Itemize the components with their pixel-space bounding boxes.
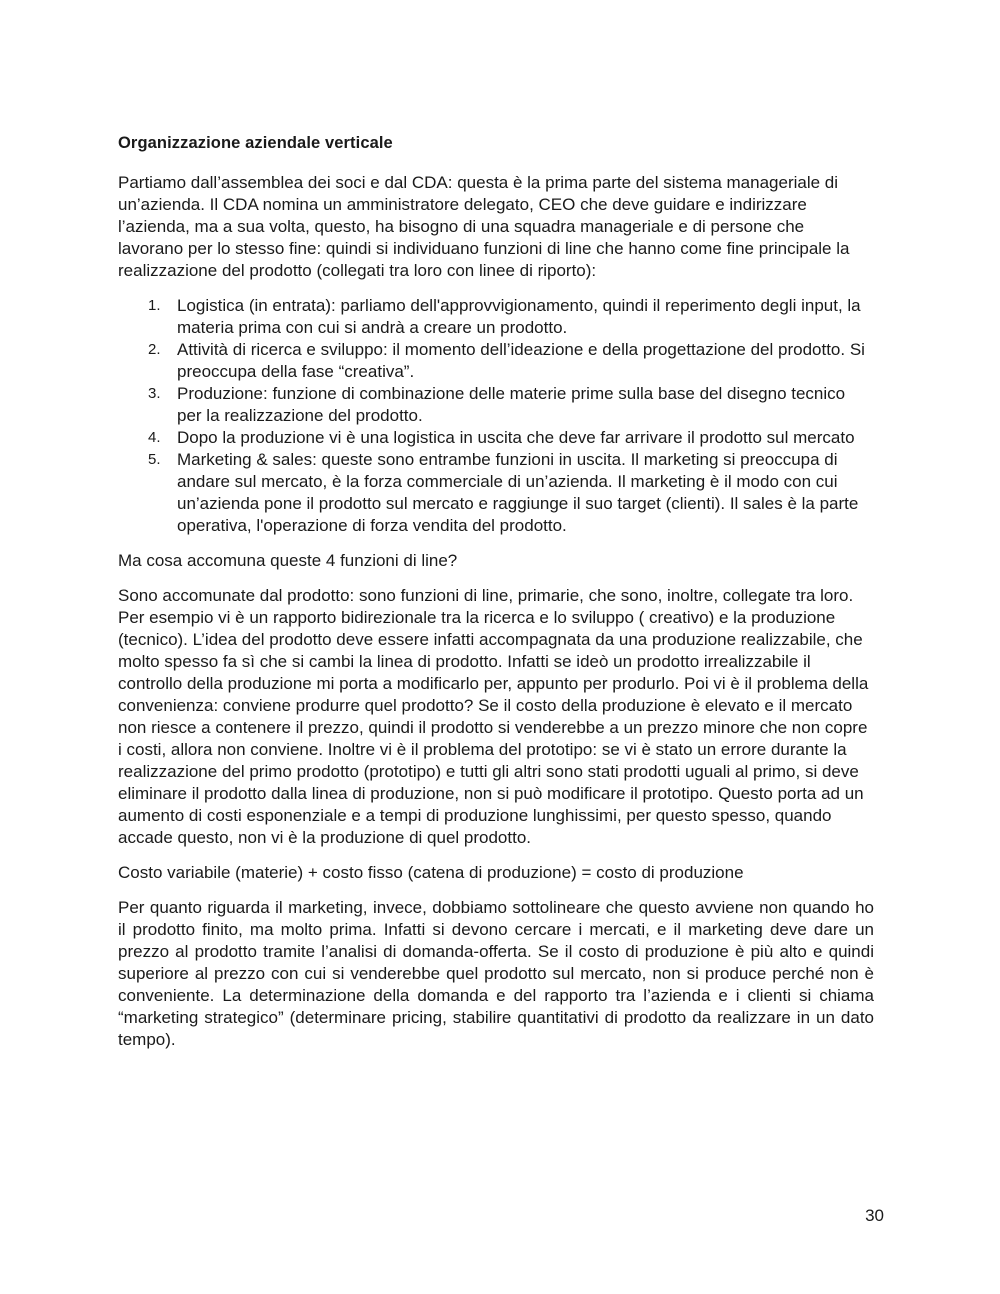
- functions-list: [118, 295, 874, 537]
- list-item: [118, 449, 874, 537]
- list-item-number: 5.: [148, 451, 161, 468]
- list-item-number: 4.: [148, 429, 161, 446]
- marketing-paragraph: Per quanto riguarda il marketing, invece, dobbiamo sottolineare che questo avviene non quando ho il prodotto finito, ma molto prima. Infatti si devono cercare i mercati, e il marketing deve dare un prezzo al prodotto tramite l’analisi di domanda-offerta. Se il costo di produzione è più alto e quindi superiore al prezzo con cui si venderebbe quel prodotto sul mercato, non si produce perché non è conveniente. La determinazione della domanda e del rapporto tra l’azienda e i clienti si chiama “marketing strategico” (determinare pricing, stabilire quantitativi di prodotto da realizzare in un dato tempo).: [118, 898, 874, 1049]
- document-page: [118, 132, 874, 1064]
- question-paragraph: Ma cosa accomuna queste 4 funzioni di line?: [118, 551, 458, 570]
- list-item-number: 1.: [148, 297, 161, 314]
- answer-paragraph: Sono accomunate dal prodotto: sono funzioni di line, primarie, che sono, inoltre, collegate tra loro. Per esempio vi è un rapporto bidirezionale tra la ricerca e lo sviluppo ( creativo) e la produzione (tecnico). L’idea del prodotto deve essere infatti accompagnata da una produzione realizzabile, che molto spesso fa sì che si cambi la linea di prodotto. Infatti se ideò un prodotto irrealizzabile il controllo della produzione mi porta a modificarlo per, appunto per produrlo. Poi vi è il problema della convenienza: conviene produrre quel prodotto? Se il costo della produzione è elevato e il mercato non riesce a contenere il prezzo, quindi il prodotto si venderebbe a un prezzo minore che non copre i costi, allora non conviene. Inoltre vi è il problema del prototipo: se vi è stato un errore durante la realizzazione del primo prodotto (prototipo) e tutti gli altri sono stati prodotti uguali al primo, si deve eliminare il prodotto dalla linea di produzione, non si può modificare il prototipo. Questo porta ad un aumento di costi esponenziale e a tempi di produzione lunghissimi, per questo spesso, quando accade questo, non vi è la produzione di quel prodotto.: [118, 586, 869, 847]
- list-item: [118, 427, 874, 449]
- list-item-number: 2.: [148, 341, 161, 358]
- formula-paragraph: Costo variabile (materie) + costo fisso (catena di produzione) = costo di produzione: [118, 863, 744, 882]
- list-item-text: Attività di ricerca e sviluppo: il momento dell’ideazione e della progettazione del prodotto. Si preoccupa della fase “creativa”.: [177, 340, 865, 381]
- list-item: [118, 383, 874, 427]
- list-item-text: Marketing & sales: queste sono entrambe funzioni in uscita. Il marketing si preoccupa di andare sul mercato, è la forza commerciale di un’azienda. Il marketing è il modo con cui un’azienda pone il prodotto sul mercato e raggiunge il suo target (clienti). Il sales è la parte operativa, l'operazione di forza vendita del prodotto.: [177, 450, 859, 535]
- page-number: 30: [865, 1206, 884, 1225]
- list-item-number: 3.: [148, 385, 161, 402]
- list-item-text: Logistica (in entrata): parliamo dell'approvvigionamento, quindi il reperimento degli input, la materia prima con cui si andrà a creare un prodotto.: [177, 296, 861, 337]
- list-item-text: Dopo la produzione vi è una logistica in uscita che deve far arrivare il prodotto sul mercato: [177, 428, 855, 447]
- list-item: [118, 339, 874, 383]
- list-item: [118, 295, 874, 339]
- intro-paragraph: Partiamo dall’assemblea dei soci e dal CDA: questa è la prima parte del sistema manageriale di un’azienda. Il CDA nomina un amministratore delegato, CEO che deve guidare e indirizzare l’azienda, ma a sua volta, questo, ha bisogno di una squadra manageriale e di persone che lavorano per lo stesso fine: quindi si individuano funzioni di line che hanno come fine principale la realizzazione del prodotto (collegati tra loro con linee di riporto):: [118, 173, 850, 280]
- section-heading: Organizzazione aziendale verticale: [118, 134, 393, 152]
- list-item-text: Produzione: funzione di combinazione delle materie prime sulla base del disegno tecnico per la realizzazione del prodotto.: [177, 384, 846, 425]
